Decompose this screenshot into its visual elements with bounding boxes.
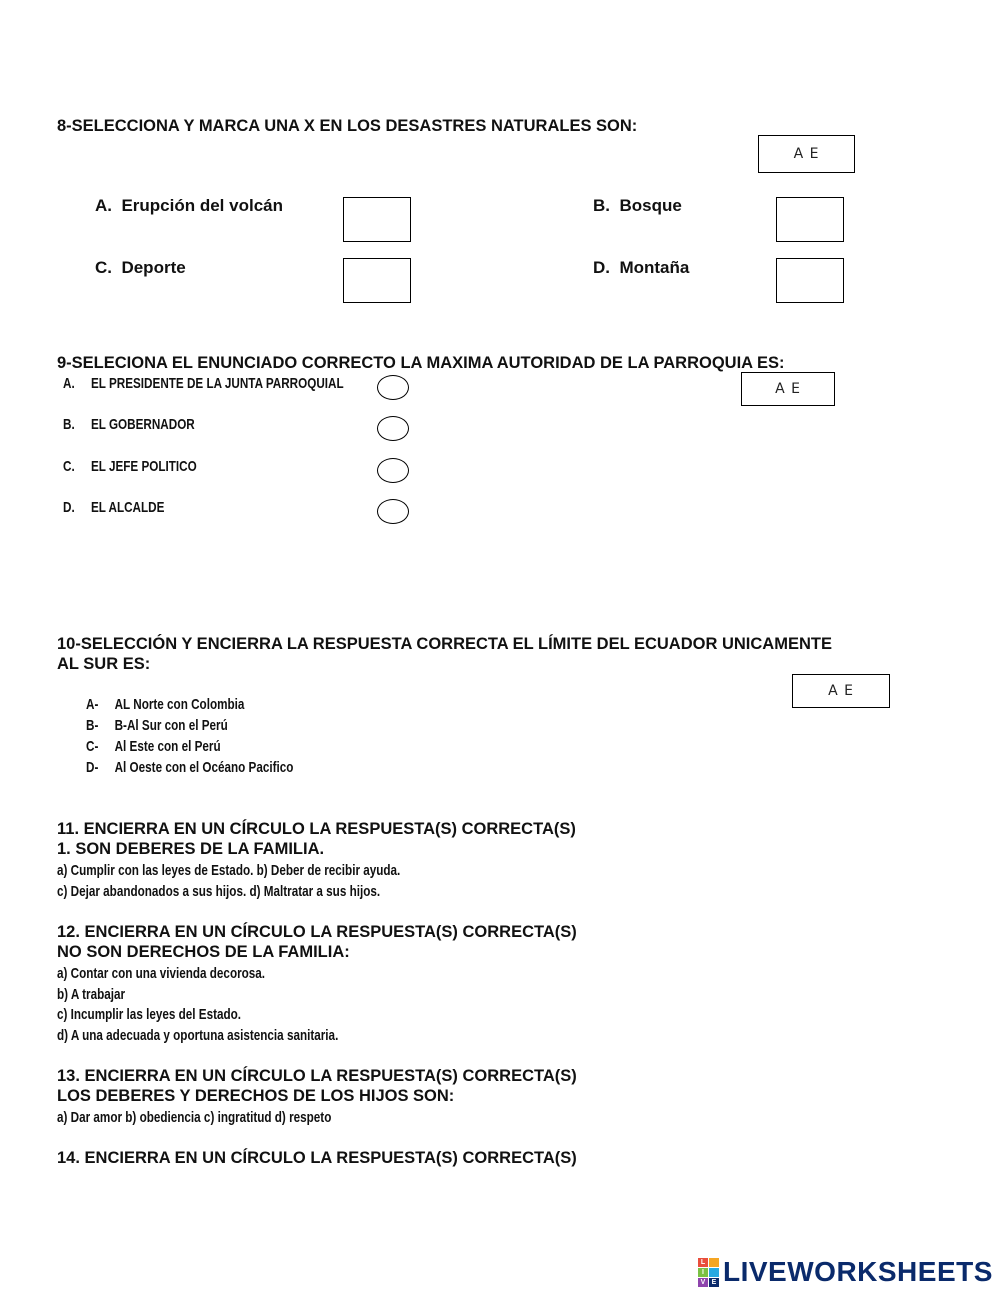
q9-option-d: [63, 499, 164, 516]
q10-option-a[interactable]: [86, 696, 244, 713]
logo-cube-v: V: [698, 1278, 708, 1287]
logo-text: LIVEWORKSHEETS: [723, 1256, 993, 1287]
q8-option-d-text: Montaña: [619, 258, 690, 277]
q12-answer-line-3[interactable]: c) Incumplir las leyes del Estado.: [57, 1006, 242, 1023]
q12-title: 12. ENCIERRA EN UN CÍRCULO LA RESPUESTA(S) CORRECTA(S): [57, 923, 577, 941]
q10-option-a-letter: A-: [86, 696, 99, 713]
q10-option-d-text: Al Oeste con el Océano Pacifico: [114, 759, 294, 776]
q13-title: 13. ENCIERRA EN UN CÍRCULO LA RESPUESTA(S) CORRECTA(S): [57, 1067, 577, 1085]
q9-option-a-text: EL PRESIDENTE DE LA JUNTA PARROQUIAL: [90, 375, 344, 392]
q8-option-a-text: Erupción del volcán: [121, 196, 283, 215]
q10-option-b-letter: B-: [86, 717, 99, 734]
q8-option-a: [95, 196, 283, 216]
q9-option-b-text: EL GOBERNADOR: [90, 416, 195, 433]
q9-radio-b[interactable]: [377, 416, 409, 441]
q8-score-box: A E: [758, 135, 855, 173]
q9-title: 9-SELECIONA EL ENUNCIADO CORRECTO LA MAXIMA AUTORIDAD DE LA PARROQUIA ES:: [57, 354, 785, 372]
logo-cubes-icon: [698, 1258, 719, 1287]
q10-option-c[interactable]: [86, 738, 221, 755]
logo-cube-blank-1: [709, 1258, 719, 1267]
logo-cube-i: I: [698, 1268, 708, 1277]
logo-cube-l: L: [698, 1258, 708, 1267]
q11-answer-line-2[interactable]: c) Dejar abandonados a sus hijos. d) Maltratar a sus hijos.: [57, 883, 381, 900]
q12-answer-line-2[interactable]: b) A trabajar: [57, 986, 126, 1003]
q8-option-b-letter: B.: [593, 196, 610, 215]
q10-option-a-text: AL Norte con Colombia: [114, 696, 245, 713]
q8-checkbox-a[interactable]: [343, 197, 411, 242]
q11-title: 11. ENCIERRA EN UN CÍRCULO LA RESPUESTA(S) CORRECTA(S): [57, 820, 576, 838]
q9-option-b: [63, 416, 195, 433]
q10-score-box: A E: [792, 674, 890, 708]
q12-subtitle: NO SON DERECHOS DE LA FAMILIA:: [57, 943, 350, 961]
q9-score-box: A E: [741, 372, 835, 406]
q8-checkbox-b[interactable]: [776, 197, 844, 242]
q9-option-d-text: EL ALCALDE: [90, 499, 165, 516]
q8-option-a-letter: A.: [95, 196, 112, 215]
liveworksheets-logo: [698, 1256, 993, 1288]
q10-title-line1: 10-SELECCIÓN Y ENCIERRA LA RESPUESTA CORRECTA EL LÍMITE DEL ECUADOR UNICAMENTE: [57, 635, 832, 653]
q14-title: 14. ENCIERRA EN UN CÍRCULO LA RESPUESTA(S) CORRECTA(S): [57, 1149, 577, 1167]
q8-checkbox-d[interactable]: [776, 258, 844, 303]
q9-radio-c[interactable]: [377, 458, 409, 483]
q9-radio-d[interactable]: [377, 499, 409, 524]
q8-option-c: [95, 258, 186, 278]
q10-option-c-text: Al Este con el Perú: [114, 738, 221, 755]
q11-answer-line-1[interactable]: a) Cumplir con las leyes de Estado. b) Deber de recibir ayuda.: [57, 862, 401, 879]
q9-option-c: [63, 458, 197, 475]
q13-subtitle: LOS DEBERES Y DERECHOS DE LOS HIJOS SON:: [57, 1087, 455, 1105]
q11-subtitle: 1. SON DEBERES DE LA FAMILIA.: [57, 840, 325, 858]
q9-option-c-letter: C.: [63, 458, 75, 475]
q8-option-c-text: Deporte: [121, 258, 186, 277]
q10-option-d-letter: D-: [86, 759, 99, 776]
q10-option-c-letter: C-: [86, 738, 99, 755]
q8-option-d-letter: D.: [593, 258, 610, 277]
q10-option-d[interactable]: [86, 759, 293, 776]
q8-title: 8-SELECCIONA Y MARCA UNA X EN LOS DESASTRES NATURALES SON:: [57, 117, 638, 135]
q12-answer-line-1[interactable]: a) Contar con una vivienda decorosa.: [57, 965, 266, 982]
q8-option-b-text: Bosque: [619, 196, 682, 215]
q8-option-c-letter: C.: [95, 258, 112, 277]
q8-checkbox-c[interactable]: [343, 258, 411, 303]
q13-answer-line-1[interactable]: a) Dar amor b) obediencia c) ingratitud d) respeto: [57, 1109, 332, 1126]
logo-cube-blank-2: [709, 1268, 719, 1277]
q9-option-a-letter: A.: [63, 375, 75, 392]
q10-title-line2: AL SUR ES:: [57, 655, 151, 673]
q12-answer-line-4[interactable]: d) A una adecuada y oportuna asistencia sanitaria.: [57, 1027, 339, 1044]
q9-option-d-letter: D.: [63, 499, 75, 516]
q10-option-b[interactable]: [86, 717, 228, 734]
q9-option-b-letter: B.: [63, 416, 75, 433]
q9-radio-a[interactable]: [377, 375, 409, 400]
q8-option-b: [593, 196, 682, 216]
q8-option-d: [593, 258, 689, 278]
logo-cube-e: E: [709, 1278, 719, 1287]
q9-option-c-text: EL JEFE POLITICO: [90, 458, 197, 475]
q9-option-a: [63, 375, 344, 392]
q10-option-b-text: B-Al Sur con el Perú: [114, 717, 228, 734]
